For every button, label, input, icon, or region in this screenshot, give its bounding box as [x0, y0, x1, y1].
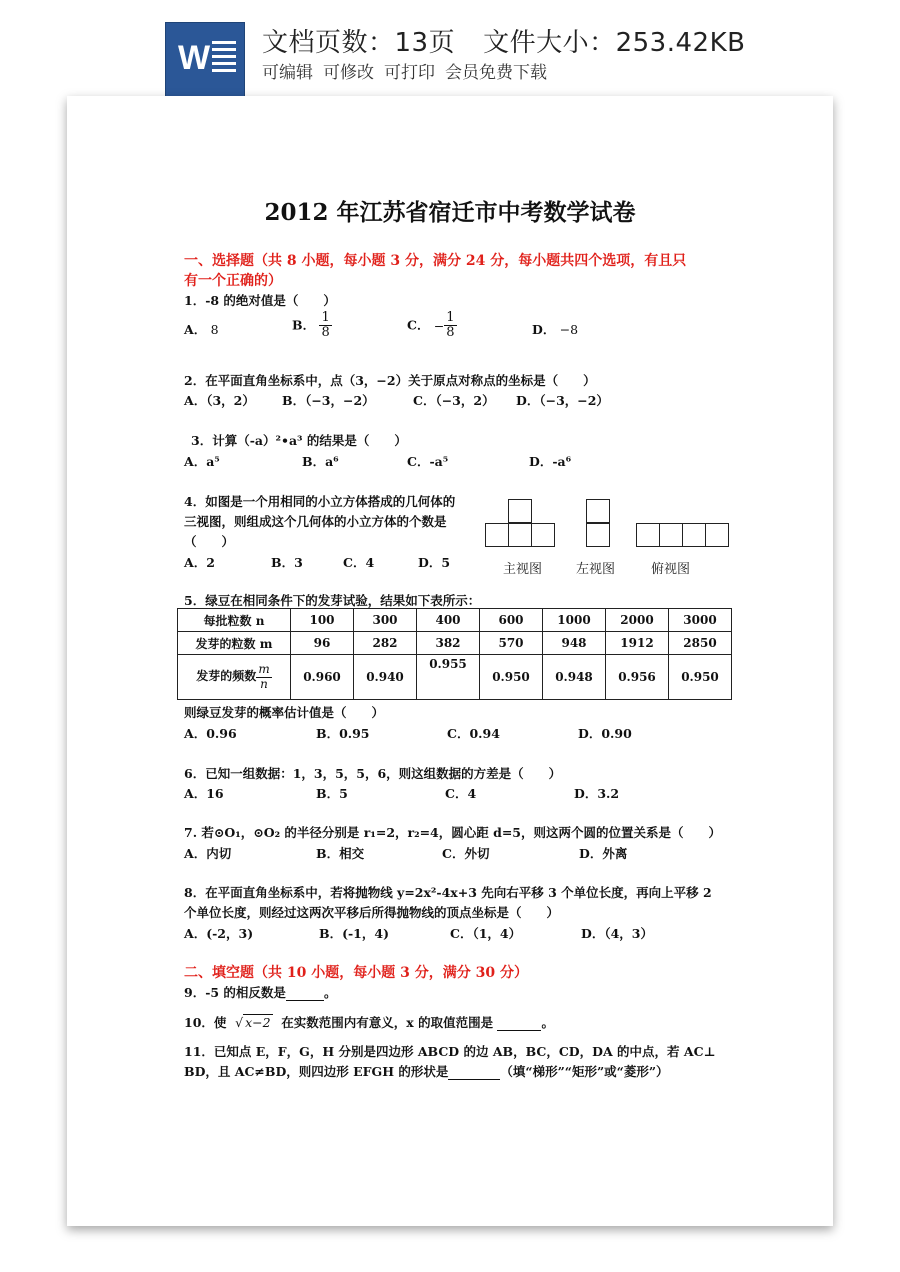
exam-title: 2012 年江苏省宿迁市中考数学试卷: [264, 199, 636, 226]
table-row: [178, 632, 732, 655]
left-view-label: 左视图: [576, 562, 616, 577]
q3-option-c: C．-a⁵: [407, 454, 449, 469]
feature-modifiable: 可修改: [323, 63, 374, 83]
q1-d-label: D．: [532, 322, 556, 337]
q11-suffix: （填“梯形”“矩形”或“菱形”）: [500, 1064, 669, 1079]
q1-option-b: [292, 311, 332, 341]
q7-option-b: B．相交: [316, 846, 365, 861]
front-view-cube: [485, 523, 509, 547]
q9-end: 。: [323, 985, 337, 1000]
front-view-cube: [531, 523, 555, 547]
q4-option-b: B．3: [271, 555, 303, 570]
q6-stem: 6．已知一组数据：1，3，5，5，6，则这组数据的方差是（ ）: [184, 766, 562, 781]
table-cell: 282: [354, 632, 417, 655]
fraction-numerator: m: [258, 662, 270, 677]
q7-stem: 7. 若⊙O₁，⊙O₂ 的半径分别是 r₁=2，r₂=4，圆心距 d=5，则这两个圆的位置关系是（ ）: [184, 825, 722, 840]
q4-stem-line3: （ ）: [184, 534, 235, 549]
table-cell: 96: [291, 632, 354, 655]
feature-list: [262, 58, 557, 83]
q1-b-fraction: [319, 311, 331, 341]
document-lines-icon: [212, 41, 236, 76]
word-document-icon: [165, 22, 245, 98]
q7-option-a: A．内切: [184, 846, 232, 861]
front-view-cube: [508, 499, 532, 523]
q8-stem-line2: 个单位长度，则经过这两次平移后所得抛物线的顶点坐标是（ ）: [184, 905, 560, 920]
q10-end: 。: [541, 1015, 554, 1030]
table-cell: 382: [417, 632, 480, 655]
table-row: [178, 609, 732, 632]
table-row: [178, 655, 732, 700]
q11-prefix: BD，且 AC≠BD，则四边形 EFGH 的形状是: [184, 1064, 449, 1079]
section1-heading-line1: 一、选择题（共 8 小题，每小题 3 分，满分 24 分，每小题共四个选项，有且只: [184, 253, 687, 269]
q3-option-a: A．a⁵: [184, 454, 220, 469]
q9-line: [184, 983, 336, 1001]
m-over-n-fraction: [256, 663, 271, 690]
q11-line2: [184, 1062, 669, 1080]
q1-a-label: A．: [184, 322, 207, 337]
table-cell: 0.940: [354, 655, 417, 700]
q5-option-c: C．0.94: [447, 726, 500, 741]
table-cell: 570: [480, 632, 543, 655]
q1-a-value: 8: [210, 322, 219, 337]
fraction-denominator: n: [260, 676, 268, 691]
q1-option-d: [532, 320, 578, 338]
q5-stem: 5．绿豆在相同条件下的发芽试验，结果如下表所示：: [184, 593, 481, 608]
document-meta-line: [262, 22, 745, 59]
q2-option-a: A．（3，2）: [184, 393, 255, 408]
page-count: 文档页数：13页: [262, 28, 456, 58]
q10-suffix: 在实数范围内有意义，x 的取值范围是: [281, 1015, 494, 1030]
table-cell: 300: [354, 609, 417, 632]
q7-option-c: C．外切: [442, 846, 490, 861]
left-view-cube: [586, 523, 610, 547]
q8-option-b: B．(-1，4): [319, 926, 389, 941]
file-size: 文件大小：253.42KB: [483, 28, 746, 58]
q3-stem: 3．计算（-a）²•a³ 的结果是（ ）: [191, 433, 407, 448]
q1-option-a: [184, 320, 219, 338]
q4-option-d: D．5: [418, 555, 451, 570]
q4-option-c: C．4: [343, 555, 375, 570]
table-cell: 0.955: [417, 655, 480, 700]
q2-option-b: B．（−3，−2）: [282, 393, 375, 408]
q6-option-a: A．16: [184, 786, 224, 801]
q5-option-a: A．0.96: [184, 726, 237, 741]
table-cell: 0.950: [669, 655, 732, 700]
q1-stem: 1．-8 的绝对值是（ ）: [184, 293, 336, 308]
section2-heading: 二、填空题（共 10 小题，每小题 3 分，满分 30 分）: [184, 965, 528, 981]
q10-sqrt-expression: √ x−2: [235, 1015, 271, 1030]
q2-option-d: D．（−3，−2）: [516, 393, 609, 408]
table-cell: 1912: [606, 632, 669, 655]
q1-b-label: B．: [292, 317, 316, 333]
table-cell: 400: [417, 609, 480, 632]
table-cell: 1000: [543, 609, 606, 632]
q4-stem-line2: 三视图，则组成这个几何体的小立方体的个数是: [184, 514, 447, 529]
top-view-cube: [659, 523, 683, 547]
table-cell: 600: [480, 609, 543, 632]
table-cell: 0.956: [606, 655, 669, 700]
q3-option-d: D．-a⁶: [529, 454, 572, 469]
word-letter: W: [178, 39, 211, 77]
q11-answer-blank[interactable]: [448, 1064, 500, 1080]
q5-option-b: B．0.95: [316, 726, 370, 741]
q6-option-d: D．3.2: [574, 786, 620, 801]
q5-option-d: D．0.90: [578, 726, 632, 741]
q1-b-numerator: 1: [321, 310, 330, 325]
front-view-cube: [508, 523, 532, 547]
table-cell: 2000: [606, 609, 669, 632]
top-view-cube: [636, 523, 660, 547]
q5-question: 则绿豆发芽的概率估计值是（ ）: [184, 705, 385, 720]
q6-option-b: B．5: [316, 786, 348, 801]
top-view-label: 俯视图: [651, 562, 691, 577]
feature-editable: 可编辑: [262, 63, 313, 83]
q1-c-numerator: 1: [446, 310, 455, 325]
left-view-cube: [586, 499, 610, 523]
q10-answer-blank[interactable]: [497, 1015, 541, 1031]
q8-stem-line1: 8．在平面直角坐标系中，若将抛物线 y=2x²-4x+3 先向右平移 3 个单位长度，再向上平移 2: [184, 885, 712, 900]
table-cell: 3000: [669, 609, 732, 632]
feature-printable: 可打印: [384, 63, 435, 83]
feature-member-download: 会员免费下载: [445, 63, 547, 83]
q11-line1: 11．已知点 E，F，G，H 分别是四边形 ABCD 的边 AB，BC，CD，DA 的中点，若 AC⊥: [184, 1044, 716, 1059]
q10-prefix: 10．使: [184, 1015, 227, 1030]
table-cell: 0.960: [291, 655, 354, 700]
q10-line: [184, 1013, 554, 1031]
q2-option-c: C．（−3，2）: [413, 393, 495, 408]
table-header-cell: [178, 655, 291, 700]
q1-c-fraction: [444, 311, 456, 341]
table-header-cell: 每批粒数 n: [178, 609, 291, 632]
q8-option-c: C．（1，4）: [450, 926, 522, 941]
top-view-cube: [705, 523, 729, 547]
top-view-cube: [682, 523, 706, 547]
q1-d-value: −8: [559, 322, 579, 337]
germination-table: [177, 608, 732, 700]
front-view-label: 主视图: [503, 562, 543, 577]
table-header-cell: 发芽的粒数 m: [178, 632, 291, 655]
q1-c-denominator: 8: [446, 325, 455, 341]
q10-radicand: x−2: [245, 1015, 271, 1030]
q8-option-d: D．（4，3）: [581, 926, 653, 941]
q9-answer-blank[interactable]: [286, 985, 324, 1001]
table-cell: 100: [291, 609, 354, 632]
q9-stem: 9．-5 的相反数是: [184, 985, 286, 1000]
q1-c-label: C．: [407, 317, 430, 333]
q3-option-b: B．a⁶: [302, 454, 339, 469]
q1-b-denominator: 8: [321, 325, 330, 341]
q7-option-d: D．外离: [579, 846, 628, 861]
q1-option-c: [407, 311, 457, 341]
table-cell: 2850: [669, 632, 732, 655]
q2-stem: 2．在平面直角坐标系中，点（3，−2）关于原点对称点的坐标是（ ）: [184, 373, 596, 388]
q4-stem-line1: 4．如图是一个用相同的小立方体搭成的几何体的: [184, 494, 456, 509]
frequency-label: 发芽的频数: [196, 669, 257, 684]
q8-option-a: A．(-2，3): [184, 926, 254, 941]
table-cell: 0.948: [543, 655, 606, 700]
q4-option-a: A．2: [184, 555, 215, 570]
document-page: [67, 96, 833, 1226]
q6-option-c: C．4: [445, 786, 477, 801]
table-cell: 0.950: [480, 655, 543, 700]
section1-heading-line2: 有一个正确的）: [184, 273, 282, 289]
q1-c-sign: −: [433, 318, 445, 334]
table-cell: 948: [543, 632, 606, 655]
